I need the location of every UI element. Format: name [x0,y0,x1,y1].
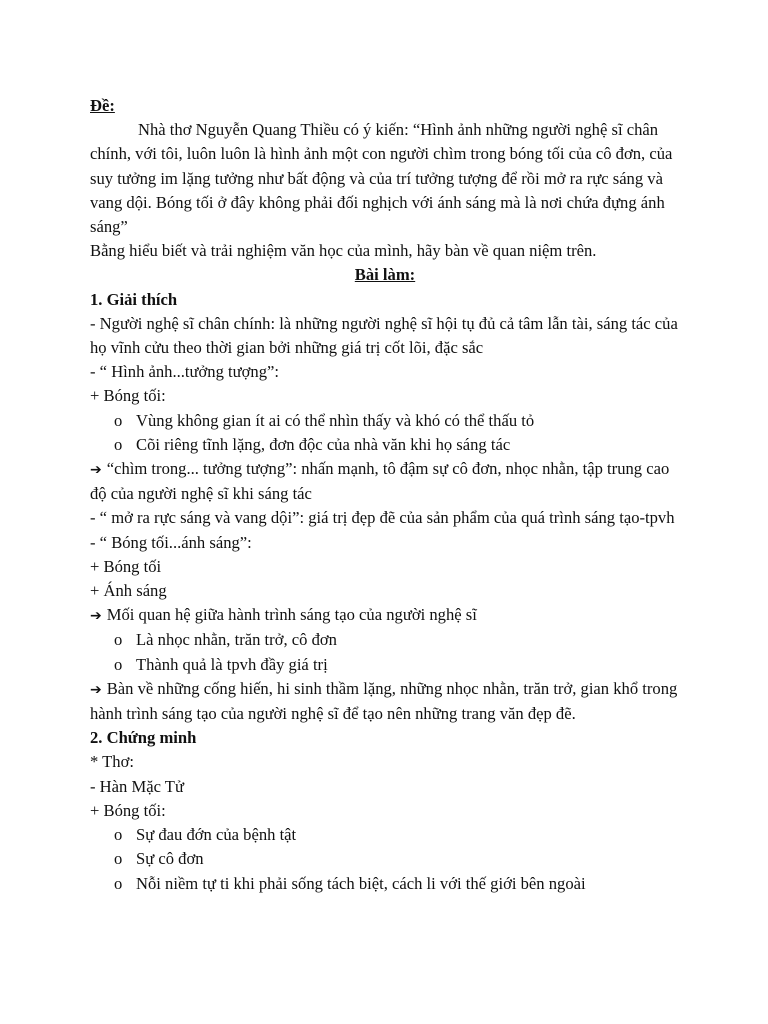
sub-bullet-item [90,433,680,457]
sub-bullet-item [90,847,680,871]
sub-bullet-text: Cõi riêng tĩnh lặng, đơn độc của nhà văn khi họ sáng tác [136,434,511,454]
arrow-line-bold [90,677,680,726]
document-page [90,94,680,896]
answer-title: Bài làm: [354,265,416,285]
bullet-circle-icon: o [114,849,123,869]
arrow-right-icon: ➔ [90,608,102,625]
exam-prompt: Nhà thơ Nguyễn Quang Thiều có ý kiến: “Hình ảnh những người nghệ sĩ chân chính, với tôi, luôn luôn là hình ảnh một con người chìm trong bóng tối của cô đơn, của suy tưởng im lặng tưởng như bất động và của trí tưởng tượng để rồi mở ra rực sáng và vang dội. Bóng tối ở đây không phải đối nghịch với ánh sáng mà là nơi chứa đựng ánh sáng” [90,120,673,237]
paragraph-line: + Bóng tối: [90,800,166,820]
arrow-right-bold-icon: ➔ [90,681,102,698]
bullet-circle-icon: o [114,654,123,674]
bullet-circle-icon: o [114,630,123,650]
section-heading-explain: 1. Giải thích [90,289,178,309]
paragraph-line: - “ Bóng tối...ánh sáng”: [90,532,252,552]
paragraph-line: - “ mở ra rực sáng và vang dội”: giá trị đẹp đẽ của sản phẩm của quá trình sáng tạo-tpvh [90,508,675,528]
sub-bullet-text: Nỗi niềm tự ti khi phải sống tách biệt, cách li với thế giới bên ngoài [136,873,586,893]
sub-bullet-item [90,823,680,847]
sub-bullet-text: Sự đau đớn của bệnh tật [136,825,297,845]
paragraph-line: - Hàn Mặc Tử [90,776,184,796]
bullet-circle-icon: o [114,825,123,845]
bullet-circle-icon: o [114,434,123,454]
arrow-right-icon: ➔ [90,462,102,479]
sub-bullet-text: Là nhọc nhằn, trăn trở, cô đơn [136,630,337,650]
arrow-line [90,457,680,506]
sub-bullet-item [90,653,680,677]
sub-bullet-item [90,409,680,433]
sub-bullet-item [90,628,680,652]
paragraph-line: * Thơ: [90,752,134,772]
arrow-line-text: “chìm trong... tưởng tượng”: nhấn mạnh, tô đậm sự cô đơn, nhọc nhằn, tập trung cao độ của người nghệ sĩ khi sáng tác [90,459,670,504]
paragraph-line: + Bóng tối [90,556,162,576]
sub-bullet-text: Thành quả là tpvh đầy giá trị [136,654,328,674]
exam-task: Bằng hiểu biết và trải nghiệm văn học của mình, hãy bàn về quan niệm trên. [90,241,597,261]
sub-bullet-text: Vùng không gian ít ai có thể nhìn thấy và khó có thể thấu tỏ [136,410,535,430]
sub-bullet-text: Sự cô đơn [136,849,204,869]
sub-bullet-item [90,872,680,896]
bullet-circle-icon: o [114,410,123,430]
paragraph-line: - “ Hình ảnh...tưởng tượng”: [90,362,279,382]
paragraph-line: + Bóng tối: [90,386,166,406]
arrow-line-text: Mối quan hệ giữa hành trình sáng tạo của người nghệ sĩ [106,605,477,625]
arrow-line [90,603,680,628]
paragraph-line: + Ánh sáng [90,581,167,601]
arrow-line-text: Bàn về những cống hiến, hi sinh thầm lặng, những nhọc nhằn, trăn trở, gian khổ trong hành trình sáng tạo của người nghệ sĩ để tạo nên những trang văn đẹp đẽ. [90,678,678,724]
section-heading-prove: 2. Chứng minh [90,728,197,748]
bullet-circle-icon: o [114,873,123,893]
exam-label: Đề: [90,96,115,115]
paragraph-line: - Người nghệ sĩ chân chính: là những người nghệ sĩ hội tụ đủ cả tâm lẫn tài, sáng tác của họ vĩnh cửu theo thời gian bởi những giá trị cốt lõi, đặc sắc [90,313,678,358]
